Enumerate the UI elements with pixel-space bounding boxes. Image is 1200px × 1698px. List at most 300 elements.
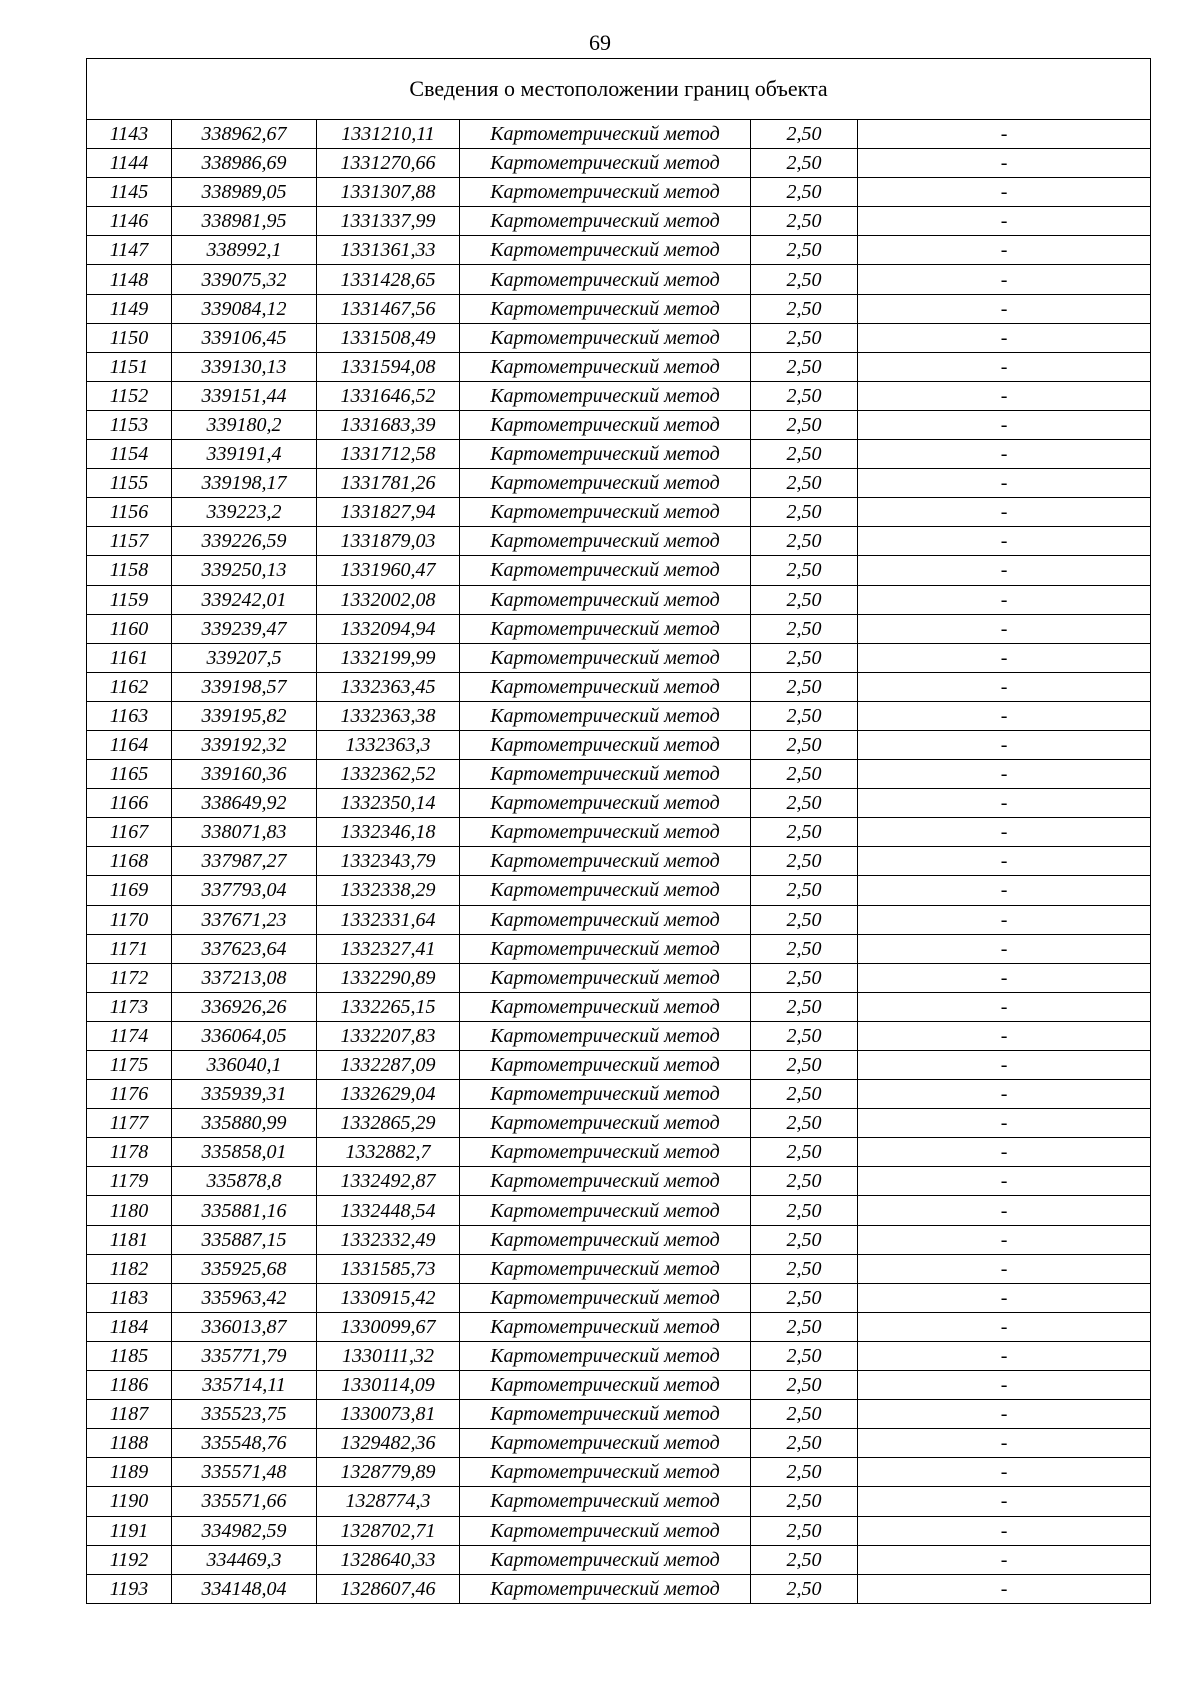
- method-cell: Картометрический метод: [460, 701, 751, 730]
- x-coordinate-cell: 339130,13: [172, 352, 317, 381]
- x-coordinate-cell: 335880,99: [172, 1109, 317, 1138]
- table-row: [87, 1021, 1151, 1050]
- point-number-cell: 1147: [87, 236, 172, 265]
- x-coordinate-cell: 335523,75: [172, 1400, 317, 1429]
- method-cell: Картометрический метод: [460, 149, 751, 178]
- y-coordinate-cell: 1331781,26: [317, 469, 460, 498]
- description-cell: -: [858, 527, 1151, 556]
- description-cell: -: [858, 760, 1151, 789]
- description-cell: -: [858, 701, 1151, 730]
- x-coordinate-cell: 338989,05: [172, 178, 317, 207]
- accuracy-cell: 2,50: [751, 818, 858, 847]
- table-row: [87, 498, 1151, 527]
- table-row: [87, 1283, 1151, 1312]
- point-number-cell: 1148: [87, 265, 172, 294]
- description-cell: -: [858, 1312, 1151, 1341]
- y-coordinate-cell: 1332199,99: [317, 643, 460, 672]
- method-cell: Картометрический метод: [460, 410, 751, 439]
- accuracy-cell: 2,50: [751, 1341, 858, 1370]
- y-coordinate-cell: 1332332,49: [317, 1225, 460, 1254]
- table-title: Сведения о местоположении границ объекта: [87, 59, 1151, 120]
- point-number-cell: 1179: [87, 1167, 172, 1196]
- method-cell: Картометрический метод: [460, 469, 751, 498]
- x-coordinate-cell: 339250,13: [172, 556, 317, 585]
- table-row: [87, 265, 1151, 294]
- point-number-cell: 1145: [87, 178, 172, 207]
- description-cell: -: [858, 1138, 1151, 1167]
- point-number-cell: 1153: [87, 410, 172, 439]
- y-coordinate-cell: 1330915,42: [317, 1283, 460, 1312]
- accuracy-cell: 2,50: [751, 1283, 858, 1312]
- point-number-cell: 1149: [87, 294, 172, 323]
- table-row: [87, 1371, 1151, 1400]
- accuracy-cell: 2,50: [751, 1051, 858, 1080]
- accuracy-cell: 2,50: [751, 1312, 858, 1341]
- description-cell: -: [858, 1400, 1151, 1429]
- accuracy-cell: 2,50: [751, 730, 858, 759]
- method-cell: Картометрический метод: [460, 1225, 751, 1254]
- y-coordinate-cell: 1332448,54: [317, 1196, 460, 1225]
- x-coordinate-cell: 336040,1: [172, 1051, 317, 1080]
- table-row: [87, 1429, 1151, 1458]
- point-number-cell: 1151: [87, 352, 172, 381]
- description-cell: -: [858, 1196, 1151, 1225]
- y-coordinate-cell: 1331428,65: [317, 265, 460, 294]
- point-number-cell: 1172: [87, 963, 172, 992]
- point-number-cell: 1169: [87, 876, 172, 905]
- point-number-cell: 1180: [87, 1196, 172, 1225]
- accuracy-cell: 2,50: [751, 207, 858, 236]
- accuracy-cell: 2,50: [751, 905, 858, 934]
- method-cell: Картометрический метод: [460, 527, 751, 556]
- point-number-cell: 1164: [87, 730, 172, 759]
- point-number-cell: 1171: [87, 934, 172, 963]
- method-cell: Картометрический метод: [460, 294, 751, 323]
- method-cell: Картометрический метод: [460, 440, 751, 469]
- table-row: [87, 818, 1151, 847]
- x-coordinate-cell: 339106,45: [172, 323, 317, 352]
- accuracy-cell: 2,50: [751, 585, 858, 614]
- point-number-cell: 1155: [87, 469, 172, 498]
- description-cell: -: [858, 498, 1151, 527]
- description-cell: -: [858, 1516, 1151, 1545]
- table-row: [87, 992, 1151, 1021]
- y-coordinate-cell: 1330114,09: [317, 1371, 460, 1400]
- x-coordinate-cell: 339160,36: [172, 760, 317, 789]
- point-number-cell: 1143: [87, 120, 172, 149]
- boundary-coordinates-table: [86, 58, 1151, 1604]
- y-coordinate-cell: 1331467,56: [317, 294, 460, 323]
- table-row: [87, 963, 1151, 992]
- point-number-cell: 1166: [87, 789, 172, 818]
- table-row: [87, 236, 1151, 265]
- method-cell: Картометрический метод: [460, 1545, 751, 1574]
- point-number-cell: 1178: [87, 1138, 172, 1167]
- description-cell: -: [858, 730, 1151, 759]
- table-row: [87, 1109, 1151, 1138]
- description-cell: -: [858, 847, 1151, 876]
- point-number-cell: 1158: [87, 556, 172, 585]
- point-number-cell: 1150: [87, 323, 172, 352]
- table-row: [87, 120, 1151, 149]
- x-coordinate-cell: 336064,05: [172, 1021, 317, 1050]
- x-coordinate-cell: 339192,32: [172, 730, 317, 759]
- point-number-cell: 1189: [87, 1458, 172, 1487]
- y-coordinate-cell: 1332331,64: [317, 905, 460, 934]
- description-cell: -: [858, 1051, 1151, 1080]
- y-coordinate-cell: 1330099,67: [317, 1312, 460, 1341]
- accuracy-cell: 2,50: [751, 1225, 858, 1254]
- table-row: [87, 1225, 1151, 1254]
- x-coordinate-cell: 335881,16: [172, 1196, 317, 1225]
- description-cell: -: [858, 236, 1151, 265]
- table-title-row: [87, 59, 1151, 120]
- method-cell: Картометрический метод: [460, 207, 751, 236]
- x-coordinate-cell: 339242,01: [172, 585, 317, 614]
- y-coordinate-cell: 1332327,41: [317, 934, 460, 963]
- y-coordinate-cell: 1331361,33: [317, 236, 460, 265]
- method-cell: Картометрический метод: [460, 1312, 751, 1341]
- point-number-cell: 1188: [87, 1429, 172, 1458]
- y-coordinate-cell: 1331270,66: [317, 149, 460, 178]
- x-coordinate-cell: 339195,82: [172, 701, 317, 730]
- point-number-cell: 1154: [87, 440, 172, 469]
- table-row: [87, 847, 1151, 876]
- accuracy-cell: 2,50: [751, 1371, 858, 1400]
- x-coordinate-cell: 336926,26: [172, 992, 317, 1021]
- y-coordinate-cell: 1328779,89: [317, 1458, 460, 1487]
- description-cell: -: [858, 1109, 1151, 1138]
- point-number-cell: 1181: [87, 1225, 172, 1254]
- y-coordinate-cell: 1332343,79: [317, 847, 460, 876]
- table-row: [87, 672, 1151, 701]
- method-cell: Картометрический метод: [460, 265, 751, 294]
- accuracy-cell: 2,50: [751, 323, 858, 352]
- x-coordinate-cell: 334148,04: [172, 1574, 317, 1603]
- point-number-cell: 1165: [87, 760, 172, 789]
- table-row: [87, 1487, 1151, 1516]
- accuracy-cell: 2,50: [751, 1021, 858, 1050]
- point-number-cell: 1176: [87, 1080, 172, 1109]
- x-coordinate-cell: 339151,44: [172, 381, 317, 410]
- x-coordinate-cell: 335714,11: [172, 1371, 317, 1400]
- description-cell: -: [858, 1341, 1151, 1370]
- table-row: [87, 701, 1151, 730]
- table-row: [87, 527, 1151, 556]
- accuracy-cell: 2,50: [751, 1574, 858, 1603]
- x-coordinate-cell: 338962,67: [172, 120, 317, 149]
- accuracy-cell: 2,50: [751, 556, 858, 585]
- method-cell: Картометрический метод: [460, 236, 751, 265]
- x-coordinate-cell: 339180,2: [172, 410, 317, 439]
- accuracy-cell: 2,50: [751, 1458, 858, 1487]
- method-cell: Картометрический метод: [460, 585, 751, 614]
- y-coordinate-cell: 1331712,58: [317, 440, 460, 469]
- x-coordinate-cell: 338649,92: [172, 789, 317, 818]
- x-coordinate-cell: 339198,17: [172, 469, 317, 498]
- accuracy-cell: 2,50: [751, 789, 858, 818]
- description-cell: -: [858, 789, 1151, 818]
- y-coordinate-cell: 1331585,73: [317, 1254, 460, 1283]
- method-cell: Картометрический метод: [460, 498, 751, 527]
- description-cell: -: [858, 1574, 1151, 1603]
- description-cell: -: [858, 1225, 1151, 1254]
- y-coordinate-cell: 1328774,3: [317, 1487, 460, 1516]
- table-row: [87, 789, 1151, 818]
- table-row: [87, 643, 1151, 672]
- y-coordinate-cell: 1332363,3: [317, 730, 460, 759]
- y-coordinate-cell: 1332346,18: [317, 818, 460, 847]
- accuracy-cell: 2,50: [751, 1080, 858, 1109]
- table-row: [87, 410, 1151, 439]
- accuracy-cell: 2,50: [751, 265, 858, 294]
- y-coordinate-cell: 1328607,46: [317, 1574, 460, 1603]
- x-coordinate-cell: 339075,32: [172, 265, 317, 294]
- method-cell: Картометрический метод: [460, 876, 751, 905]
- point-number-cell: 1190: [87, 1487, 172, 1516]
- method-cell: Картометрический метод: [460, 178, 751, 207]
- table-row: [87, 614, 1151, 643]
- method-cell: Картометрический метод: [460, 1341, 751, 1370]
- point-number-cell: 1187: [87, 1400, 172, 1429]
- method-cell: Картометрический метод: [460, 1051, 751, 1080]
- accuracy-cell: 2,50: [751, 963, 858, 992]
- point-number-cell: 1185: [87, 1341, 172, 1370]
- table-row: [87, 1080, 1151, 1109]
- y-coordinate-cell: 1332363,38: [317, 701, 460, 730]
- x-coordinate-cell: 334469,3: [172, 1545, 317, 1574]
- description-cell: -: [858, 614, 1151, 643]
- description-cell: -: [858, 149, 1151, 178]
- point-number-cell: 1192: [87, 1545, 172, 1574]
- y-coordinate-cell: 1328640,33: [317, 1545, 460, 1574]
- method-cell: Картометрический метод: [460, 672, 751, 701]
- accuracy-cell: 2,50: [751, 614, 858, 643]
- x-coordinate-cell: 337987,27: [172, 847, 317, 876]
- point-number-cell: 1174: [87, 1021, 172, 1050]
- table-row: [87, 1167, 1151, 1196]
- method-cell: Картометрический метод: [460, 992, 751, 1021]
- method-cell: Картометрический метод: [460, 1196, 751, 1225]
- accuracy-cell: 2,50: [751, 440, 858, 469]
- description-cell: -: [858, 178, 1151, 207]
- point-number-cell: 1167: [87, 818, 172, 847]
- point-number-cell: 1186: [87, 1371, 172, 1400]
- description-cell: -: [858, 1458, 1151, 1487]
- y-coordinate-cell: 1328702,71: [317, 1516, 460, 1545]
- point-number-cell: 1160: [87, 614, 172, 643]
- description-cell: -: [858, 585, 1151, 614]
- accuracy-cell: 2,50: [751, 1545, 858, 1574]
- y-coordinate-cell: 1331683,39: [317, 410, 460, 439]
- point-number-cell: 1157: [87, 527, 172, 556]
- method-cell: Картометрический метод: [460, 1487, 751, 1516]
- x-coordinate-cell: 334982,59: [172, 1516, 317, 1545]
- point-number-cell: 1173: [87, 992, 172, 1021]
- table-row: [87, 585, 1151, 614]
- accuracy-cell: 2,50: [751, 1138, 858, 1167]
- method-cell: Картометрический метод: [460, 847, 751, 876]
- accuracy-cell: 2,50: [751, 469, 858, 498]
- x-coordinate-cell: 335571,66: [172, 1487, 317, 1516]
- point-number-cell: 1184: [87, 1312, 172, 1341]
- description-cell: -: [858, 294, 1151, 323]
- point-number-cell: 1168: [87, 847, 172, 876]
- x-coordinate-cell: 337671,23: [172, 905, 317, 934]
- description-cell: -: [858, 440, 1151, 469]
- table-row: [87, 730, 1151, 759]
- page-number: 69: [589, 30, 611, 55]
- point-number-cell: 1183: [87, 1283, 172, 1312]
- table-row: [87, 352, 1151, 381]
- table-row: [87, 1051, 1151, 1080]
- table-row: [87, 207, 1151, 236]
- description-cell: -: [858, 1167, 1151, 1196]
- point-number-cell: 1177: [87, 1109, 172, 1138]
- table-row: [87, 934, 1151, 963]
- method-cell: Картометрический метод: [460, 381, 751, 410]
- y-coordinate-cell: 1332362,52: [317, 760, 460, 789]
- table-row: [87, 1574, 1151, 1603]
- table-row: [87, 556, 1151, 585]
- accuracy-cell: 2,50: [751, 149, 858, 178]
- method-cell: Картометрический метод: [460, 352, 751, 381]
- method-cell: Картометрический метод: [460, 1429, 751, 1458]
- table-row: [87, 1254, 1151, 1283]
- x-coordinate-cell: 339084,12: [172, 294, 317, 323]
- x-coordinate-cell: 338071,83: [172, 818, 317, 847]
- method-cell: Картометрический метод: [460, 614, 751, 643]
- accuracy-cell: 2,50: [751, 294, 858, 323]
- y-coordinate-cell: 1331646,52: [317, 381, 460, 410]
- y-coordinate-cell: 1332629,04: [317, 1080, 460, 1109]
- description-cell: -: [858, 672, 1151, 701]
- accuracy-cell: 2,50: [751, 1109, 858, 1138]
- point-number-cell: 1175: [87, 1051, 172, 1080]
- point-number-cell: 1161: [87, 643, 172, 672]
- y-coordinate-cell: 1329482,36: [317, 1429, 460, 1458]
- y-coordinate-cell: 1331960,47: [317, 556, 460, 585]
- description-cell: -: [858, 352, 1151, 381]
- accuracy-cell: 2,50: [751, 876, 858, 905]
- description-cell: -: [858, 1371, 1151, 1400]
- method-cell: Картометрический метод: [460, 1021, 751, 1050]
- description-cell: -: [858, 992, 1151, 1021]
- table-row: [87, 1516, 1151, 1545]
- method-cell: Картометрический метод: [460, 905, 751, 934]
- y-coordinate-cell: 1332338,29: [317, 876, 460, 905]
- x-coordinate-cell: 336013,87: [172, 1312, 317, 1341]
- method-cell: Картометрический метод: [460, 1109, 751, 1138]
- table-row: [87, 323, 1151, 352]
- point-number-cell: 1159: [87, 585, 172, 614]
- point-number-cell: 1170: [87, 905, 172, 934]
- point-number-cell: 1162: [87, 672, 172, 701]
- method-cell: Картометрический метод: [460, 1400, 751, 1429]
- x-coordinate-cell: 335878,8: [172, 1167, 317, 1196]
- x-coordinate-cell: 339239,47: [172, 614, 317, 643]
- table-row: [87, 1545, 1151, 1574]
- method-cell: Картометрический метод: [460, 1516, 751, 1545]
- x-coordinate-cell: 335939,31: [172, 1080, 317, 1109]
- description-cell: -: [858, 818, 1151, 847]
- description-cell: -: [858, 934, 1151, 963]
- accuracy-cell: 2,50: [751, 1487, 858, 1516]
- y-coordinate-cell: 1332865,29: [317, 1109, 460, 1138]
- table-row: [87, 469, 1151, 498]
- y-coordinate-cell: 1332265,15: [317, 992, 460, 1021]
- accuracy-cell: 2,50: [751, 352, 858, 381]
- x-coordinate-cell: 335571,48: [172, 1458, 317, 1487]
- method-cell: Картометрический метод: [460, 1138, 751, 1167]
- method-cell: Картометрический метод: [460, 789, 751, 818]
- method-cell: Картометрический метод: [460, 1574, 751, 1603]
- description-cell: -: [858, 876, 1151, 905]
- table-row: [87, 905, 1151, 934]
- x-coordinate-cell: 337213,08: [172, 963, 317, 992]
- accuracy-cell: 2,50: [751, 527, 858, 556]
- accuracy-cell: 2,50: [751, 1167, 858, 1196]
- accuracy-cell: 2,50: [751, 381, 858, 410]
- description-cell: -: [858, 120, 1151, 149]
- method-cell: Картометрический метод: [460, 1371, 751, 1400]
- description-cell: -: [858, 1283, 1151, 1312]
- point-number-cell: 1152: [87, 381, 172, 410]
- accuracy-cell: 2,50: [751, 672, 858, 701]
- method-cell: Картометрический метод: [460, 730, 751, 759]
- point-number-cell: 1191: [87, 1516, 172, 1545]
- y-coordinate-cell: 1331879,03: [317, 527, 460, 556]
- method-cell: Картометрический метод: [460, 556, 751, 585]
- x-coordinate-cell: 338986,69: [172, 149, 317, 178]
- description-cell: -: [858, 469, 1151, 498]
- y-coordinate-cell: 1332363,45: [317, 672, 460, 701]
- description-cell: -: [858, 1080, 1151, 1109]
- accuracy-cell: 2,50: [751, 120, 858, 149]
- description-cell: -: [858, 1254, 1151, 1283]
- description-cell: -: [858, 207, 1151, 236]
- accuracy-cell: 2,50: [751, 410, 858, 439]
- description-cell: -: [858, 1545, 1151, 1574]
- point-number-cell: 1182: [87, 1254, 172, 1283]
- accuracy-cell: 2,50: [751, 498, 858, 527]
- description-cell: -: [858, 1487, 1151, 1516]
- description-cell: -: [858, 265, 1151, 294]
- accuracy-cell: 2,50: [751, 934, 858, 963]
- accuracy-cell: 2,50: [751, 178, 858, 207]
- y-coordinate-cell: 1330111,32: [317, 1341, 460, 1370]
- method-cell: Картометрический метод: [460, 323, 751, 352]
- accuracy-cell: 2,50: [751, 1400, 858, 1429]
- accuracy-cell: 2,50: [751, 701, 858, 730]
- y-coordinate-cell: 1331210,11: [317, 120, 460, 149]
- accuracy-cell: 2,50: [751, 847, 858, 876]
- x-coordinate-cell: 338981,95: [172, 207, 317, 236]
- method-cell: Картометрический метод: [460, 963, 751, 992]
- x-coordinate-cell: 335925,68: [172, 1254, 317, 1283]
- accuracy-cell: 2,50: [751, 643, 858, 672]
- x-coordinate-cell: 335771,79: [172, 1341, 317, 1370]
- table-row: [87, 440, 1151, 469]
- description-cell: -: [858, 556, 1151, 585]
- x-coordinate-cell: 339223,2: [172, 498, 317, 527]
- method-cell: Картометрический метод: [460, 643, 751, 672]
- y-coordinate-cell: 1331594,08: [317, 352, 460, 381]
- method-cell: Картометрический метод: [460, 1283, 751, 1312]
- y-coordinate-cell: 1332492,87: [317, 1167, 460, 1196]
- x-coordinate-cell: 339198,57: [172, 672, 317, 701]
- accuracy-cell: 2,50: [751, 1196, 858, 1225]
